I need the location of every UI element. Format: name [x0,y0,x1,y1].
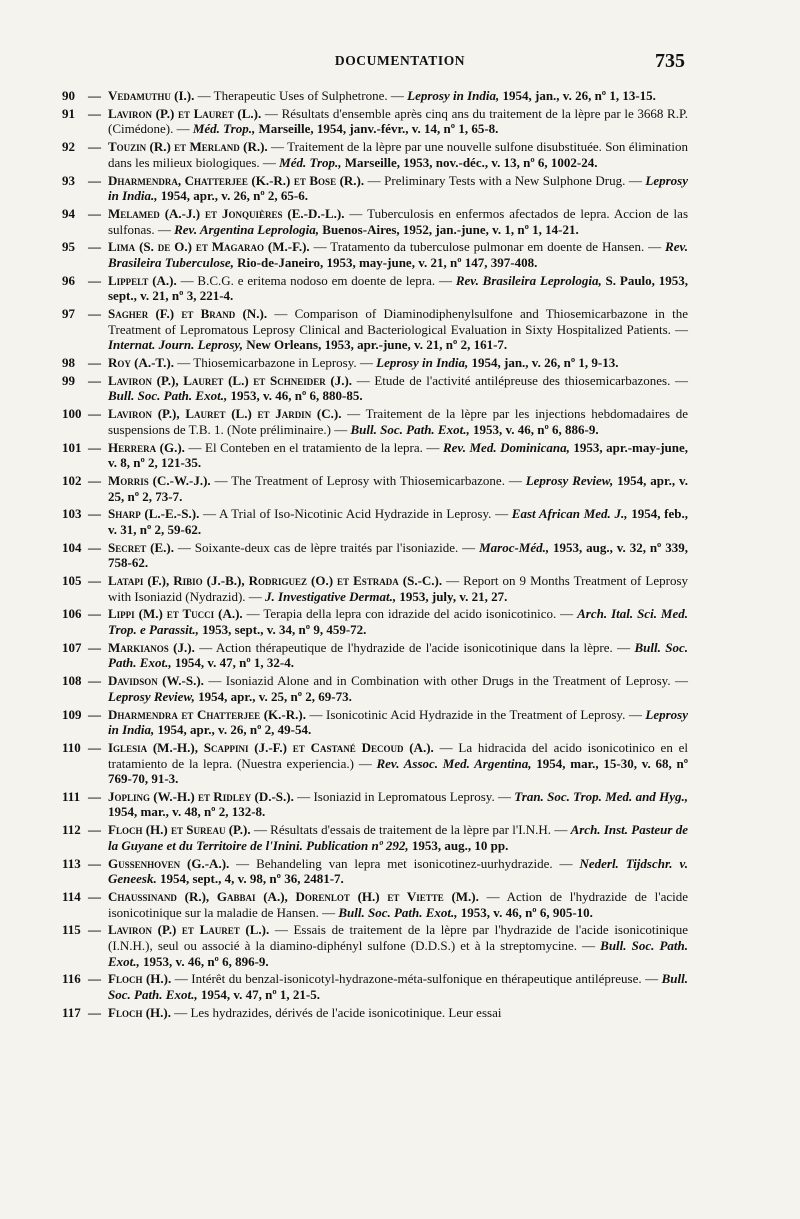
entry-number: 108 [62,673,82,689]
entry-title: — Isoniazid in Lepromatous Leprosy. — [293,788,515,804]
entry-source: Leprosy in India, [407,88,500,103]
bibliography-entry [0,740,800,787]
bibliography-entry [0,373,800,404]
bibliography-entry [0,606,800,637]
entry-dash: — [88,739,101,755]
entry-dash: — [88,639,101,655]
entry-dash: — [88,673,101,689]
entry-reference: 1954, mar., 15-30, v. 68, nº 769-70, 91-3. [108,755,688,787]
entry-dash: — [88,855,101,871]
entry-dash: — [88,372,101,388]
entry-title: — Thiosemicarbazone in Leprosy. — [173,355,377,370]
entry-reference: 1954, feb., v. 31, nº 2, 59-62. [108,506,688,537]
entry-dash: — [88,306,101,322]
entry-source: Bull. Soc. Path. Exot., [108,937,688,969]
entry-authors: Dharmendra, Chatterjee (K.-R.) et Bose (R.). [108,172,365,188]
entry-number: 93 [62,172,75,188]
entry-reference: 1954, apr., v. 26, nº 2, 49-54. [154,722,312,738]
entry-number: 103 [62,506,82,522]
entry-number: 100 [62,406,82,422]
entry-title: — Tratamento da tuberculose pulmonar em doente de Hansen. — [309,239,666,255]
entry-authors: Sagher (F.) et Brand (N.). [108,306,268,322]
entry-authors: Touzin (R.) et Merland (R.). [108,139,268,155]
bibliography-entry [0,139,800,170]
entry-title: — Soixante-deux cas de lèpre traités par l'isoniazide. — [173,539,480,555]
entry-reference: Marseille, 1953, nov.-déc., v. 13, nº 6, 1002-24. [341,154,598,170]
entry-source: Bull. Soc. Path. Exot., [108,388,228,404]
entry-dash: — [88,573,101,589]
entry-reference: 1954, sept., 4, v. 98, nº 36, 2481-7. [156,871,344,887]
entry-title: — Action thérapeutique de l'hydrazide de l'acide isonicotinique dans la lèpre. — [194,639,635,655]
entry-authors: Gussenhoven (G.-A.). [108,855,230,871]
entry-reference: 1954, jan., v. 26, nº 1, 13-15. [499,88,656,103]
entry-authors: Markianos (J.). [108,639,195,655]
entry-number: 110 [62,739,81,755]
entry-authors: Lippelt (A.). [108,272,177,288]
entry-title: — Comparison of Diaminodiphenylsulfone and Thiosemicarbazone in the Treatment of Lepromatous Leprosy Clinical and Bacteriological Evaluation in Sixty Hospitalized Patients. — [108,306,688,337]
entry-title: — Preliminary Tests with a New Sulphone Drug. — [364,172,646,188]
entry-source: Leprosy in India, [376,355,469,370]
entry-dash: — [88,439,101,455]
entry-authors: Laviron (P.), Lauret (L.) et Schneider (J.). [108,372,353,388]
entry-title: — Report on 9 Months Treatment of Leprosy with Isoniazid (Nydrazid). — [108,573,688,604]
entry-dash: — [88,606,101,622]
entry-authors: Floch (H.). [108,1004,171,1020]
entry-authors: Jopling (W.-H.) et Ridley (D.-S.). [108,788,294,804]
bibliography-entry [0,540,800,571]
entry-number: 109 [62,706,82,722]
bibliography-entry [0,206,800,237]
entry-number: 94 [62,205,75,221]
entry-reference: 1954, apr., v. 26, nº 2, 65-6. [157,188,308,204]
entry-reference: 1954, v. 47, nº 1, 32-4. [171,655,294,671]
entry-source: Méd. Trop., [192,121,256,137]
bibliography-entry [0,922,800,969]
entry-reference: 1954, mar., v. 48, nº 2, 132-8. [108,804,266,820]
entry-source: Nederl. Tijdschr. v. Geneesk. [108,855,688,887]
entry-source: Rev. Brasileira Tuberculose, [108,239,689,270]
entry-number: 104 [62,539,82,555]
entry-source: Arch. Ital. Sci. Med. Trop. e Parassit., [108,606,688,637]
entry-number: 98 [62,355,75,370]
running-title: DOCUMENTATION [334,53,466,68]
entry-reference: 1953, apr.-may-june, v. 8, nº 2, 121-35. [108,439,689,471]
entry-reference: New Orleans, 1953, apr.-june, v. 21, nº 2, 161-7. [242,337,508,353]
entry-title: — The Treatment of Leprosy with Thiosemicarbazone. — [210,472,526,488]
entry-source: Bull. Soc. Path. Exot., [108,639,688,671]
entry-title: — Behandeling van lepra met isonicotinez-uurhydrazide. — [229,855,580,871]
entry-reference: Marseille, 1954, janv.-févr., v. 14, nº 1, 65-8. [255,121,499,137]
entry-title: — Résultats d'essais de traitement de la lèpre par l'I.N.H. — [250,822,571,838]
entry-source: Tran. Soc. Trop. Med. and Hyg., [514,788,688,804]
entry-dash: — [88,706,101,722]
entry-number: 112 [62,822,81,838]
bibliography-entry [0,106,800,137]
entry-source: Leprosy Review, [108,688,195,704]
entry-source: Rev. Med. Dominicana, [442,439,570,455]
entry-authors: Davidson (W.-S.). [108,673,204,689]
entry-dash: — [88,889,101,904]
entry-dash: — [88,355,101,370]
entry-number: 95 [62,239,75,255]
entry-reference: 1954, apr., v. 25, nº 2, 73-7. [108,472,689,504]
entry-title: — Intérêt du benzal-isonicotyl-hydrazone-méta-sulfonique en thérapeutique antilépreuse. — [171,971,662,987]
entry-source: Internat. Journ. Leprosy, [108,337,243,353]
entry-authors: Laviron (P.), Lauret (L.) et Jardin (C.). [108,406,342,422]
entry-number: 106 [62,606,82,622]
entry-dash: — [88,172,101,188]
entry-title: — Les hydrazides, dérivés de l'acide isonicotinique. Leur essai [170,1004,502,1020]
entry-number: 99 [62,372,75,388]
entry-title: — Action de l'hydrazide de l'acide isonicotinique sur la maladie de Hansen. — [108,889,688,920]
entry-source: East African Med. J., [511,506,628,522]
entry-number: 91 [62,105,75,121]
entry-source: Maroc-Méd., [479,539,550,555]
bibliography-entry [0,273,800,304]
entry-title: — La hidracida del acido isonicotinico en el tratamiento de la lepra. (Nuestra experiencia.) — [108,739,688,771]
entry-number: 111 [62,788,81,804]
entry-reference: 1953, v. 46, nº 6, 880-85. [227,388,363,404]
entry-authors: Vedamuthu (I.). [108,88,195,103]
entry-authors: Roy (A.-T.). [108,355,174,370]
entry-number: 96 [62,272,75,288]
bibliography-entry [0,1005,800,1021]
bibliography-entry [0,173,800,204]
entry-authors: Morris (C.-W.-J.). [108,472,211,488]
bibliography-entry [0,406,800,437]
entry-reference: 1954, apr., v. 25, nº 2, 69-73. [194,688,352,704]
entry-dash: — [88,506,101,522]
bibliography-entry [0,239,800,270]
entry-reference: 1953, july, v. 21, 27. [396,588,508,604]
entry-authors: Latapi (F.), Ribio (J.-B.), Rodriguez (O.) et Estrada (S.-C.). [108,573,443,589]
bibliography-entry [0,822,800,853]
entry-title: — Isonicotinic Acid Hydrazide in the Treatment of Leprosy. — [305,706,646,722]
entry-number: 97 [62,306,75,322]
entry-authors: Floch (H.). [108,971,172,987]
entry-reference: 1953, v. 46, nº 6, 905-10. [457,904,593,920]
entry-authors: Sharp (L.-E.-S.). [108,506,200,522]
entry-authors: Dharmendra et Chatterjee (K.-R.). [108,706,306,722]
entry-authors: Melamed (A.-J.) et Jonquières (E.-D.-L.). [108,205,345,221]
page-number: 735 [655,50,685,72]
entry-source: Rev. Assoc. Med. Argentina, [376,755,532,771]
entry-source: Leprosy Review, [525,472,614,488]
entry-dash: — [88,922,101,938]
entry-reference: 1953, aug., v. 32, nº 339, 758-62. [108,539,688,571]
entry-authors: Lima (S. de O.) et Magarao (M.-F.). [108,239,310,255]
entry-dash: — [88,205,101,221]
entry-title: — Essais de traitement de la lèpre par l'hydrazide de l'acide isonicotinique (I.N.H.), seul ou associé à la diamino-diphényl sulfone (D.D.S.) et à la streptomycine. — [108,922,688,953]
entry-source: Rev. Brasileira Leprologia, [455,272,602,288]
bibliography-entry [0,473,800,504]
entry-dash: — [88,472,101,488]
entry-reference: 1954, jan., v. 26, nº 1, 9-13. [468,355,619,370]
entry-title: — A Trial of Iso-Nicotinic Acid Hydrazide in Leprosy. — [199,506,512,522]
entry-source: Leprosy in India., [108,172,688,204]
entry-number: 114 [62,889,81,904]
entry-number: 115 [62,922,81,938]
entry-reference: Buenos-Aires, 1952, jan.-june, v. 1, nº 1, 14-21. [319,221,579,237]
entry-title: — Etude de l'activité antilépreuse des thiosemicarbazones. — [352,372,689,388]
bibliography-entry [0,789,800,820]
entry-authors: Laviron (P.) et Lauret (L.). [108,922,270,938]
entry-number: 102 [62,472,82,488]
entry-dash: — [88,239,101,255]
bibliography-entry [0,355,800,371]
entry-number: 90 [62,88,75,103]
bibliography-entry [0,440,800,471]
entry-title: — B.C.G. e eritema nodoso em doente de lepra. — [176,272,456,288]
entry-title: — Therapeutic Uses of Sulphetrone. — [194,88,408,103]
bibliography-entry [0,707,800,738]
entry-number: 105 [62,573,82,589]
entry-source: Bull. Soc. Path. Exot., [108,971,688,1002]
entry-dash: — [88,822,101,838]
entry-dash: — [88,272,101,288]
bibliography-entry [0,971,800,1002]
entry-authors: Lippi (M.) et Tucci (A.). [108,606,243,622]
page-header [0,50,800,74]
bibliography-list [0,88,800,1023]
entry-number: 116 [62,971,81,987]
entry-title: — Tuberculosis en enfermos afectados de lepra. Accion de las sulfonas. — [108,205,688,237]
bibliography-entry [0,856,800,887]
entry-authors: Laviron (P.) et Lauret (L.). [108,105,262,121]
entry-reference: 1953, v. 46, nº 6, 886-9. [469,421,599,437]
entry-number: 92 [62,139,75,155]
entry-reference: 1953, sept., v. 34, nº 9, 459-72. [198,622,367,637]
entry-source: Rev. Argentina Leprologia, [174,221,320,237]
entry-source: Arch. Inst. Pasteur de la Guyane et du Territoire de l'Inini. Publication nº 292, [108,822,688,853]
bibliography-entry [0,573,800,604]
entry-number: 113 [62,855,81,871]
entry-number: 101 [62,439,82,455]
entry-reference: S. Paulo, 1953, sept., v. 21, nº 3, 221-4. [108,272,689,304]
bibliography-entry [0,506,800,537]
entry-source: Leprosy in India, [108,706,688,738]
entry-source: Bull. Soc. Path. Exot., [338,904,458,920]
entry-authors: Iglesia (M.-H.), Scappini (J.-F.) et Castané Decoud (A.). [108,739,434,755]
entry-dash: — [88,406,101,422]
entry-dash: — [88,971,101,987]
bibliography-entry [0,640,800,671]
entry-authors: Secret (E.). [108,539,174,555]
entry-dash: — [88,139,101,155]
entry-authors: Floch (H.) et Sureau (P.). [108,822,251,838]
bibliography-entry [0,306,800,353]
entry-dash: — [88,88,101,103]
entry-dash: — [88,1004,101,1020]
entry-reference: Rio-de-Janeiro, 1953, may-june, v. 21, nº 147, 397-408. [233,254,538,270]
entry-dash: — [88,788,101,804]
entry-authors: Chaussinand (R.), Gabbai (A.), Dorenlot (H.) et Viette (M.). [108,889,479,904]
bibliography-entry [0,88,800,104]
entry-reference: 1954, v. 47, nº 1, 21-5. [197,986,320,1002]
entry-title: — Traitement de la lèpre par les injections hebdomadaires de suspensions de T.B. 1. (Note préliminaire.) — [108,406,688,437]
entry-number: 117 [62,1004,81,1020]
entry-authors: Herrera (G.). [108,439,185,455]
entry-title: — Isoniazid Alone and in Combination with other Drugs in the Treatment of Leprosy. — [203,673,688,689]
entry-source: Bull. Soc. Path. Exot., [350,421,470,437]
entry-source: J. Investigative Dermat., [265,588,397,604]
bibliography-entry [0,889,800,920]
entry-source: Méd. Trop., [279,154,342,170]
entry-title: — El Conteben en el tratamiento de la lepra. — [184,439,443,455]
entry-dash: — [88,539,101,555]
entry-title: — Résultats d'ensemble après cinq ans du traitement de la lèpre par le 3668 R.P. (Cimédone). — [108,105,689,137]
entry-dash: — [88,105,101,121]
entry-title: — Terapia della lepra con idrazide del acido isonicotinico. — [242,606,578,622]
entry-title: — Traitement de la lèpre par une nouvelle sulfone disubstituée. Son élimination dans les milieux biologiques. — [108,139,688,170]
bibliography-entry [0,673,800,704]
entry-reference: 1953, v. 46, nº 6, 896-9. [139,953,269,969]
entry-number: 107 [62,639,82,655]
entry-reference: 1953, aug., 10 pp. [408,837,509,853]
